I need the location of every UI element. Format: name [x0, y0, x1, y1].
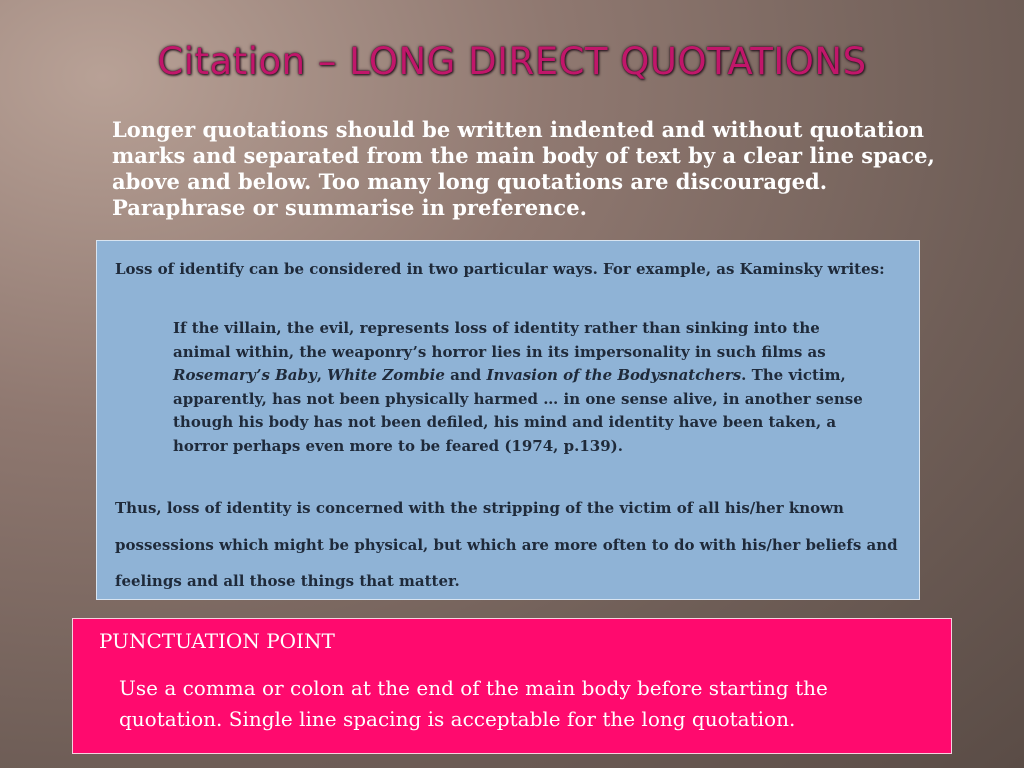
punctuation-body: Use a comma or colon at the end of the main body before starting the quotation. Single line spacing is acceptable for the long quotation. [119, 676, 828, 731]
punctuation-point-box [72, 618, 952, 754]
film-title-rosemarys-baby: Rosemary’s Baby [173, 366, 317, 384]
quotation-text-part2: . The victim, apparently, has not been physically harmed … in one sense alive, in another sense though his body has not been defiled, his mind and identity have been taken, a horror perhaps even more to be feared (1974, p.139). [173, 366, 863, 455]
example-lead-text: Loss of identify can be considered in two particular ways. For example, as Kaminsky writes: [115, 260, 885, 278]
intro-paragraph: Longer quotations should be written indented and without quotation marks and separated from the main body of text by a clear line space, above and below. Too many long quotations are discouraged. Paraphrase or summarise in preference. [112, 117, 935, 220]
quotation-separator: and [444, 366, 487, 384]
indented-quotation [173, 317, 863, 458]
quotation-text-part1: If the villain, the evil, represents loss of identity rather than sinking into the animal within, the weaponry’s horror lies in its impersonality in such films as [173, 319, 826, 361]
film-title-white-zombie: White Zombie [327, 366, 445, 384]
example-quote-box [96, 240, 920, 600]
slide-title: Citation – LONG DIRECT QUOTATIONS [157, 40, 867, 83]
example-conclusion-text: Thus, loss of identity is concerned with the stripping of the victim of all his/her known possessions which might be physical, but which are more often to do with his/her beliefs and feelings and all those things that matter. [115, 499, 898, 590]
quotation-separator: , [316, 366, 328, 384]
punctuation-heading: PUNCTUATION POINT [99, 629, 335, 653]
film-title-invasion-bodysnatchers: Invasion of the Bodysnatchers [486, 366, 742, 384]
